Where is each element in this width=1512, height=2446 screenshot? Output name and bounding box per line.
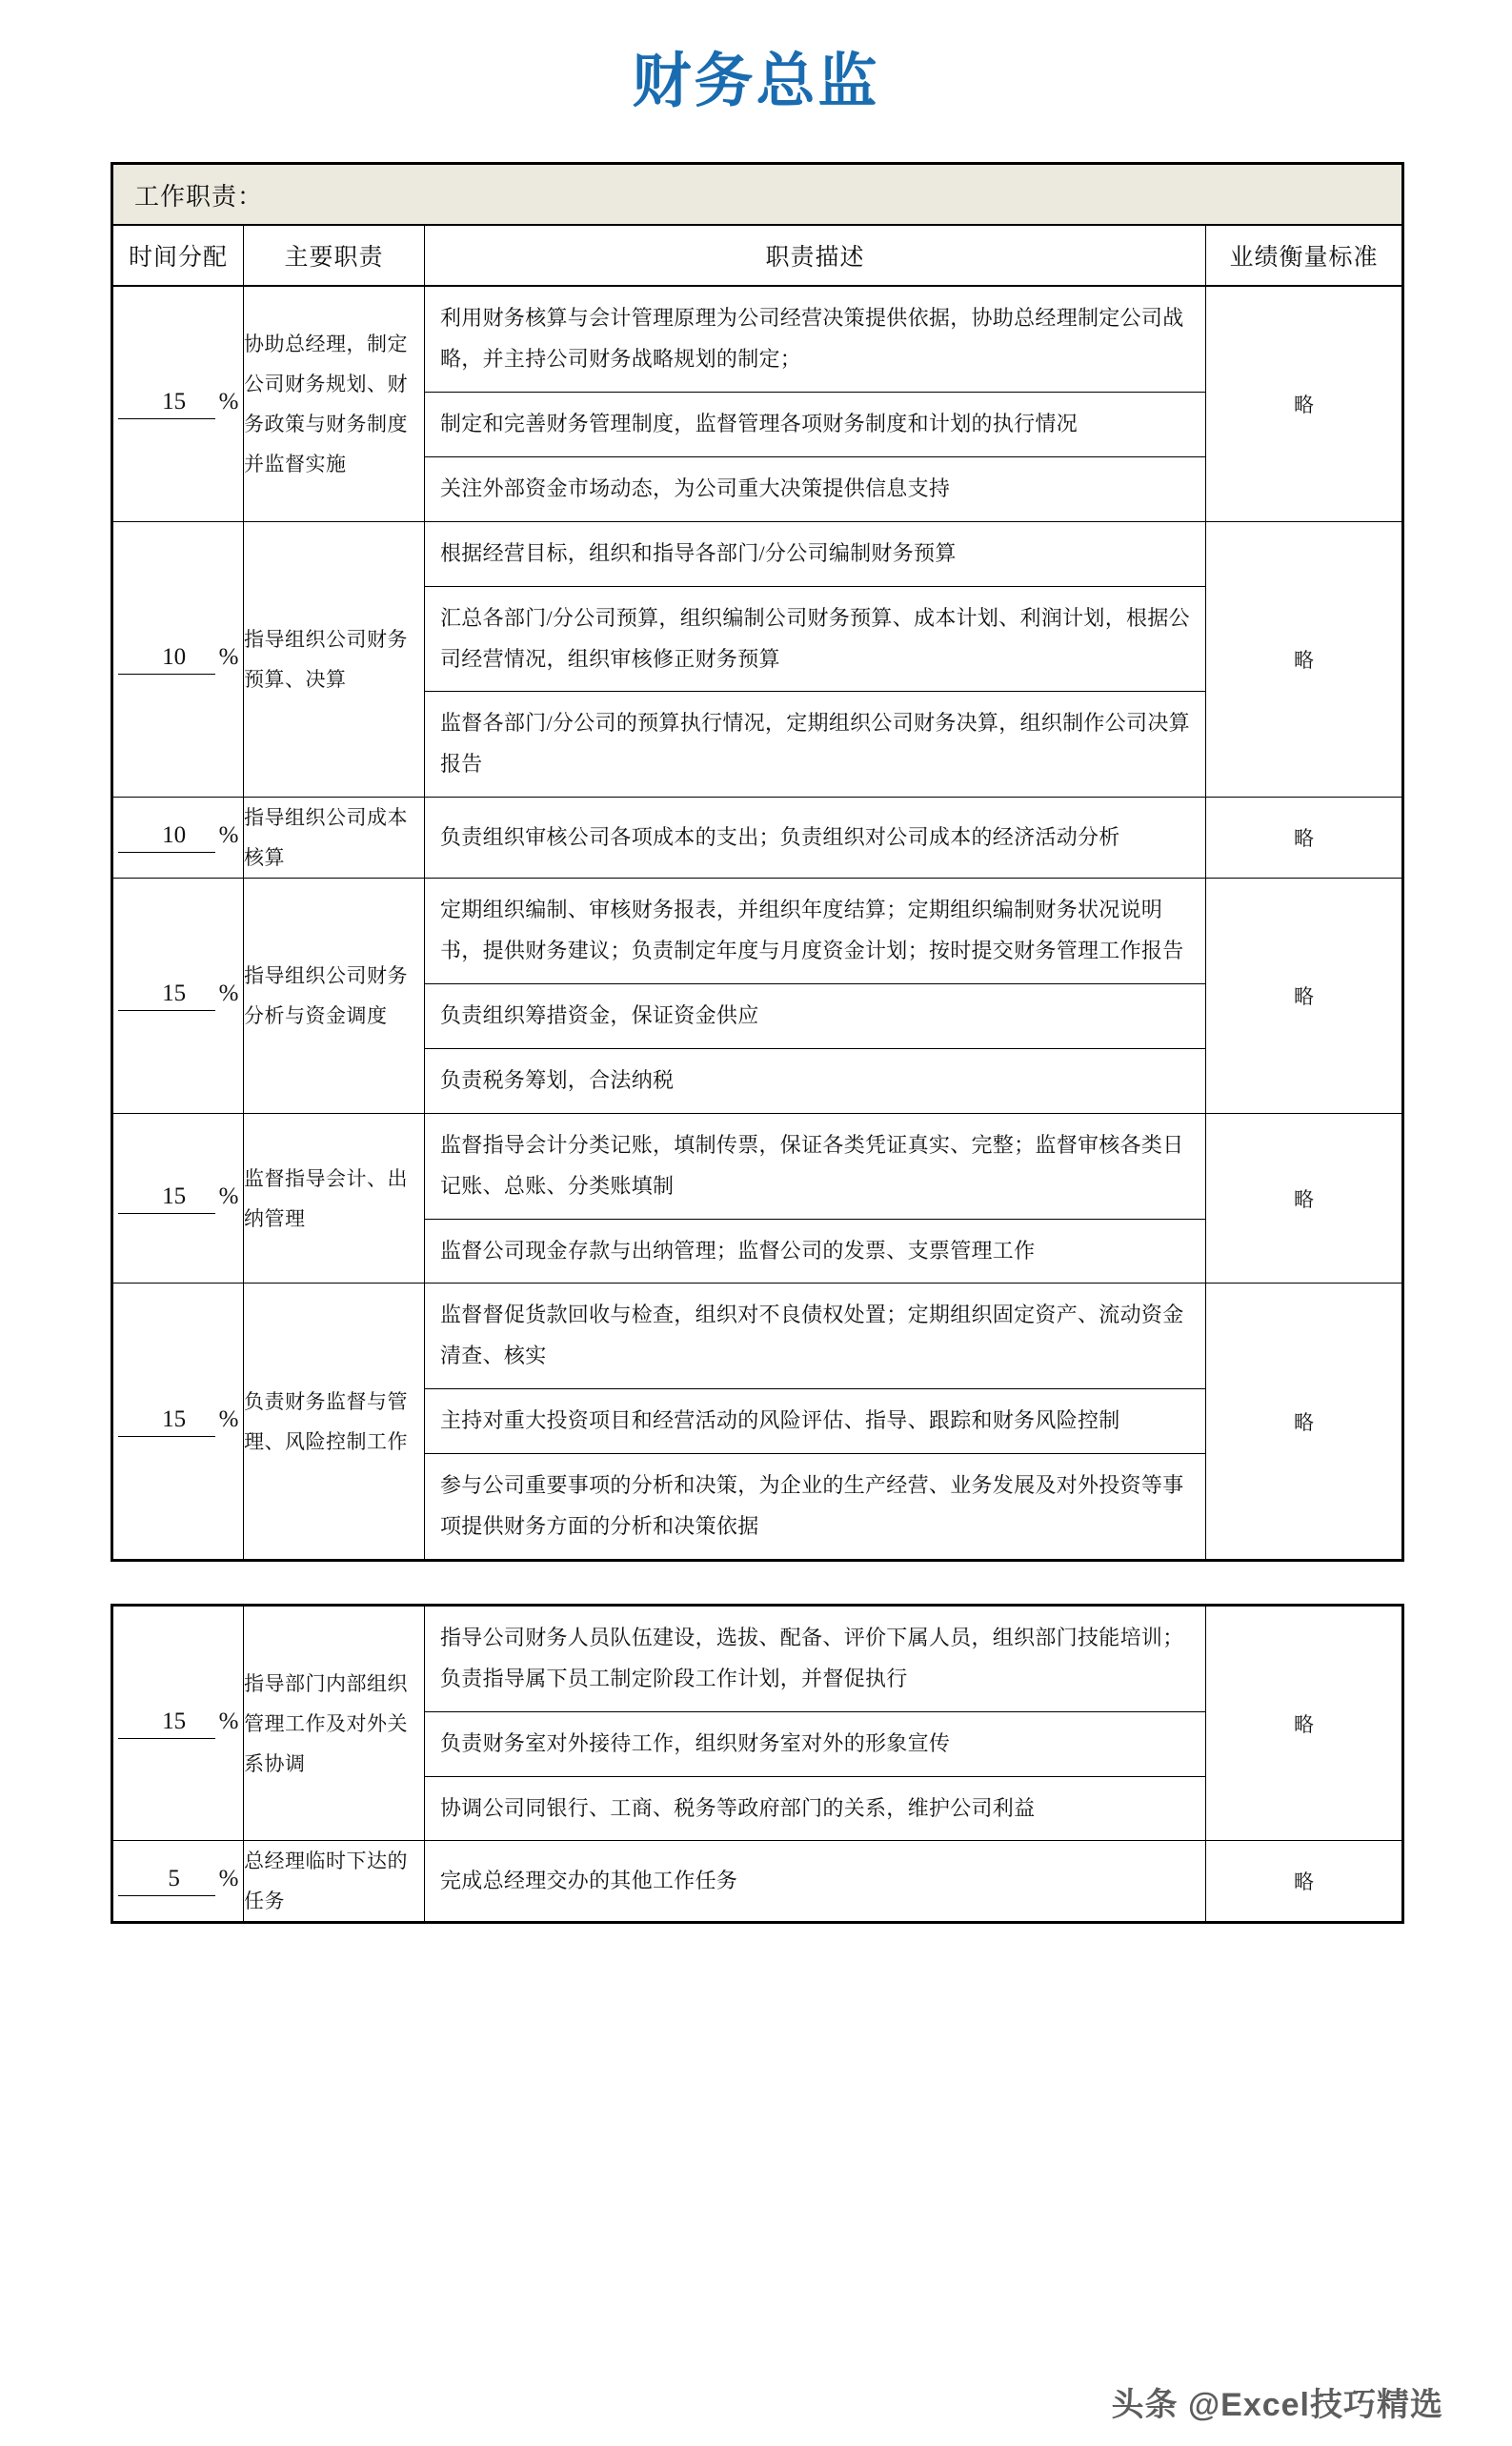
description-row	[425, 879, 1205, 983]
description-list	[425, 806, 1205, 870]
description-row	[425, 1114, 1205, 1219]
kpi-cell: 略	[1206, 286, 1403, 521]
percent-symbol: %	[218, 1183, 239, 1209]
time-allocation-cell	[112, 798, 244, 879]
time-allocation-cell	[112, 1605, 244, 1841]
main-duty-cell: 指导部门内部组织管理工作及对外关系协调	[244, 1605, 425, 1841]
kpi-cell: 略	[1206, 1284, 1403, 1560]
responsibilities-table-section	[111, 162, 1401, 1924]
description-row	[425, 692, 1205, 797]
duty-description-cell	[425, 798, 1206, 879]
description-row	[425, 522, 1205, 586]
description-row	[425, 983, 1205, 1048]
description-text: 负责组织审核公司各项成本的支出；负责组织对公司成本的经济活动分析	[440, 824, 1120, 849]
description-row	[425, 287, 1205, 392]
description-text: 协调公司同银行、工商、税务等政府部门的关系，维护公司利益	[440, 1795, 1036, 1820]
time-allocation-value: 15	[118, 1708, 215, 1739]
time-allocation-value: 10	[118, 644, 215, 675]
description-row	[425, 586, 1205, 692]
description-row	[425, 1219, 1205, 1283]
main-duty-cell: 指导组织公司成本核算	[244, 798, 425, 879]
percent-symbol: %	[218, 1866, 239, 1892]
description-list	[425, 522, 1205, 797]
table-row	[112, 1113, 1403, 1284]
column-header-kpi: 业绩衡量标准	[1206, 225, 1403, 286]
description-row	[425, 1850, 1205, 1913]
description-list	[425, 879, 1205, 1113]
description-text: 监督指导会计分类记账，填制传票，保证各类凭证真实、完整；监督审核各类日记账、总账、分类账填制	[425, 1114, 1205, 1219]
main-duty-cell: 协助总经理，制定公司财务规划、财务政策与财务制度并监督实施	[244, 286, 425, 521]
duty-description-cell	[425, 521, 1206, 797]
description-text: 完成总经理交办的其他工作任务	[440, 1869, 738, 1892]
time-allocation-value: 15	[118, 1183, 215, 1214]
percent-symbol: %	[218, 388, 239, 414]
description-row	[425, 1284, 1205, 1388]
description-text: 利用财务核算与会计管理原理为公司经营决策提供依据，协助总经理制定公司战略，并主持公司财务战略规划的制定；	[425, 287, 1205, 392]
description-row	[425, 1711, 1205, 1776]
duty-description-cell	[425, 1113, 1206, 1284]
description-text: 指导公司财务人员队伍建设，选拔、配备、评价下属人员，组织部门技能培训；负责指导属下员工制定阶段工作计划，并督促执行	[425, 1607, 1205, 1711]
main-duty-cell: 指导组织公司财务预算、决算	[244, 521, 425, 797]
time-allocation-value: 15	[118, 1406, 215, 1437]
description-row	[425, 1776, 1205, 1840]
column-header-duty: 主要职责	[244, 225, 425, 286]
percent-symbol: %	[218, 822, 239, 849]
description-row	[425, 1389, 1205, 1454]
responsibilities-table-continued	[111, 1604, 1404, 1925]
description-list	[425, 1284, 1205, 1558]
time-allocation-cell	[112, 1841, 244, 1923]
page-break-gap	[111, 1562, 1401, 1604]
description-text: 监督督促货款回收与检查，组织对不良债权处置；定期组织固定资产、流动资金清查、核实	[425, 1284, 1205, 1388]
description-text: 参与公司重要事项的分析和决策，为企业的生产经营、业务发展及对外投资等事项提供财务方面的分析和决策依据	[440, 1473, 1184, 1538]
time-allocation-cell	[112, 1113, 244, 1284]
time-allocation-cell	[112, 286, 244, 521]
column-header-description: 职责描述	[425, 225, 1206, 286]
table-row	[112, 521, 1403, 797]
description-row	[425, 1607, 1205, 1711]
description-list	[425, 1850, 1205, 1913]
duty-description-cell	[425, 879, 1206, 1114]
description-text: 关注外部资金市场动态，为公司重大决策提供信息支持	[440, 475, 951, 500]
time-allocation-value: 15	[118, 389, 215, 419]
description-text: 负责税务筹划，合法纳税	[440, 1067, 675, 1092]
main-duty-cell: 总经理临时下达的任务	[244, 1841, 425, 1923]
time-allocation-cell	[112, 1284, 244, 1560]
description-text: 负责组织筹措资金，保证资金供应	[425, 983, 1205, 1048]
table-row	[112, 1605, 1403, 1841]
description-text: 主持对重大投资项目和经营活动的风险评估、指导、跟踪和财务风险控制	[425, 1389, 1205, 1454]
description-list	[425, 1607, 1205, 1841]
table-row	[112, 798, 1403, 879]
description-text: 根据经营目标，组织和指导各部门/分公司编制财务预算	[425, 522, 1205, 586]
main-duty-cell: 指导组织公司财务分析与资金调度	[244, 879, 425, 1114]
duty-description-cell	[425, 1841, 1206, 1923]
watermark-text: 头条 @Excel技巧精选	[1111, 2387, 1443, 2423]
column-header-time: 时间分配	[112, 225, 244, 286]
percent-symbol: %	[218, 1405, 239, 1432]
kpi-cell: 略	[1206, 521, 1403, 797]
description-row	[425, 806, 1205, 870]
description-row	[425, 1048, 1205, 1112]
table-row	[112, 286, 1403, 521]
time-allocation-value: 10	[118, 822, 215, 853]
duty-description-cell	[425, 1284, 1206, 1560]
percent-symbol: %	[218, 980, 239, 1006]
main-duty-cell: 监督指导会计、出纳管理	[244, 1113, 425, 1284]
band-label: 工作职责：	[112, 164, 1403, 226]
description-text: 定期组织编制、审核财务报表，并组织年度结算；定期组织编制财务状况说明书，提供财务建议；负责制定年度与月度资金计划；按时提交财务管理工作报告	[425, 879, 1205, 983]
responsibilities-table	[111, 162, 1404, 1562]
description-list	[425, 287, 1205, 521]
table-row	[112, 1284, 1403, 1560]
percent-symbol: %	[218, 1708, 239, 1734]
description-row	[425, 456, 1205, 520]
description-text: 监督公司现金存款与出纳管理；监督公司的发票、支票管理工作	[440, 1238, 1036, 1263]
page-title: 财务总监	[632, 49, 880, 114]
description-text: 制定和完善财务管理制度，监督管理各项财务制度和计划的执行情况	[425, 392, 1205, 456]
table-header-row	[112, 225, 1403, 286]
main-duty-cell: 负责财务监督与管理、风险控制工作	[244, 1284, 425, 1560]
time-allocation-value: 5	[118, 1866, 215, 1896]
description-text: 监督各部门/分公司的预算执行情况，定期组织公司财务决算，组织制作公司决算报告	[440, 711, 1190, 777]
kpi-cell: 略	[1206, 1605, 1403, 1841]
duty-description-cell	[425, 286, 1206, 521]
description-list	[425, 1114, 1205, 1284]
table-row	[112, 879, 1403, 1114]
percent-symbol: %	[218, 643, 239, 670]
description-text: 负责财务室对外接待工作，组织财务室对外的形象宣传	[425, 1711, 1205, 1776]
kpi-cell: 略	[1206, 798, 1403, 879]
description-row	[425, 392, 1205, 456]
time-allocation-value: 15	[118, 980, 215, 1011]
description-row	[425, 1454, 1205, 1559]
table-band-row	[112, 164, 1403, 226]
time-allocation-cell	[112, 521, 244, 797]
kpi-cell: 略	[1206, 1841, 1403, 1923]
duty-description-cell	[425, 1605, 1206, 1841]
time-allocation-cell	[112, 879, 244, 1114]
kpi-cell: 略	[1206, 1113, 1403, 1284]
table-row	[112, 1841, 1403, 1923]
kpi-cell: 略	[1206, 879, 1403, 1114]
description-text: 汇总各部门/分公司预算，组织编制公司财务预算、成本计划、利润计划，根据公司经营情况，组织审核修正财务预算	[425, 586, 1205, 692]
